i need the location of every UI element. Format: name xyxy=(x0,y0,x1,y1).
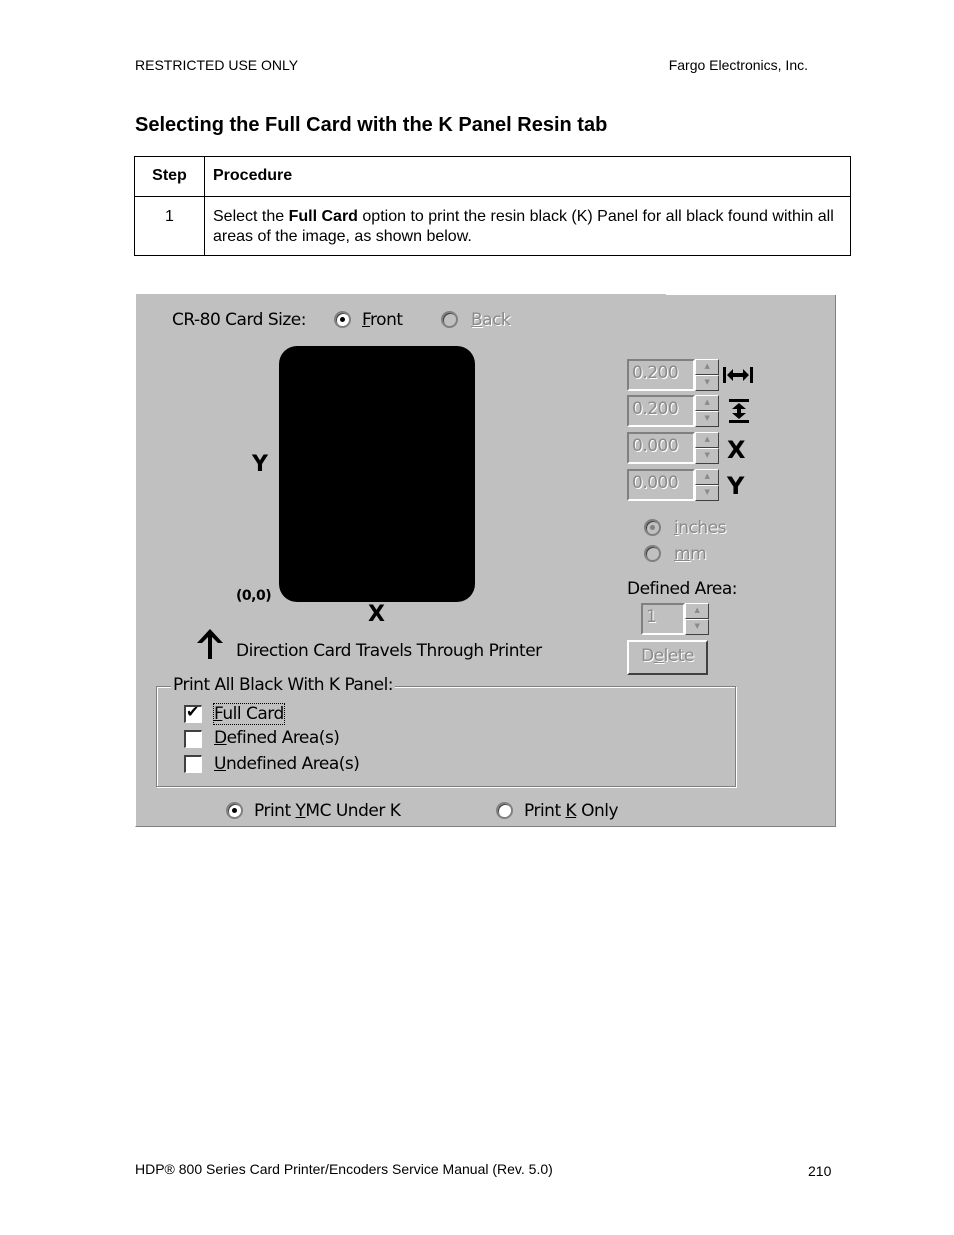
delete-label-rest: lete xyxy=(663,646,694,666)
width-field[interactable]: 0.200 xyxy=(627,359,695,391)
print-ymc-under-k-radio[interactable] xyxy=(226,802,243,819)
procedure-text-bold: Full Card xyxy=(288,208,358,225)
print-k-only-label[interactable] xyxy=(524,801,618,821)
x-offset-icon: X xyxy=(727,436,746,464)
card-preview xyxy=(279,346,475,602)
inches-label-rest: nches xyxy=(678,518,726,538)
defined-area-up-button[interactable]: ▲ xyxy=(685,603,709,619)
mm-label-mnemonic: m xyxy=(674,544,691,564)
full-card-rest: ull Card xyxy=(222,704,284,724)
back-radio[interactable] xyxy=(441,311,458,328)
back-label-mnemonic: B xyxy=(471,310,483,330)
print-ymc-radio-dot xyxy=(232,808,237,813)
height-field[interactable]: 0.200 xyxy=(627,395,695,427)
print-ymc-under-k-label[interactable] xyxy=(254,801,400,821)
direction-label: Direction Card Travels Through Printer xyxy=(236,641,542,661)
print-k-only-radio[interactable] xyxy=(496,802,513,819)
delete-label-first: D xyxy=(641,646,654,666)
front-label-mnemonic: F xyxy=(362,310,371,330)
up-arrow-icon xyxy=(194,627,226,661)
undefined-areas-label[interactable] xyxy=(214,754,359,774)
procedure-text-before: Select the xyxy=(213,208,289,225)
checkmark-icon: ✔ xyxy=(186,702,199,721)
y-offset-icon: Y xyxy=(727,472,744,500)
print-all-black-legend: Print All Black With K Panel: xyxy=(173,675,394,695)
step-header: Step xyxy=(135,157,205,197)
defined-area-spinner[interactable] xyxy=(641,603,709,635)
inches-radio[interactable] xyxy=(644,519,661,536)
defined-areas-label[interactable] xyxy=(214,728,339,748)
procedure-header: Procedure xyxy=(205,157,851,197)
table-row xyxy=(135,197,851,256)
front-radio[interactable] xyxy=(334,311,351,328)
y-offset-spinner[interactable] xyxy=(627,469,719,501)
back-label[interactable] xyxy=(471,310,510,330)
delete-button[interactable] xyxy=(627,640,708,675)
back-label-rest: ack xyxy=(482,310,511,330)
step-number: 1 xyxy=(135,197,205,256)
inches-radio-dot xyxy=(650,525,655,530)
width-arrows-icon xyxy=(722,366,754,384)
x-offset-down-button[interactable]: ▼ xyxy=(695,448,719,464)
header-company: Fargo Electronics, Inc. xyxy=(668,57,808,73)
mm-label-rest: m xyxy=(690,544,707,564)
mm-label[interactable] xyxy=(674,544,706,564)
width-spinner[interactable] xyxy=(627,359,719,391)
width-down-button[interactable]: ▼ xyxy=(695,375,719,391)
delete-label-mnemonic: e xyxy=(653,646,664,666)
y-offset-down-button[interactable]: ▼ xyxy=(695,485,719,501)
undefined-areas-checkbox[interactable] xyxy=(184,755,202,773)
print-k-mnemonic: K xyxy=(565,801,577,821)
inches-label-mnemonic: i xyxy=(674,518,679,538)
undefined-areas-mnemonic: U xyxy=(214,754,226,774)
page-number: 210 xyxy=(808,1163,832,1179)
height-up-button[interactable]: ▲ xyxy=(695,395,719,411)
x-offset-field[interactable]: 0.000 xyxy=(627,432,695,464)
height-spinner[interactable] xyxy=(627,395,719,427)
print-k-before: Print xyxy=(524,801,566,821)
print-k-after: Only xyxy=(576,801,619,821)
height-down-button[interactable]: ▼ xyxy=(695,411,719,427)
y-axis-label: Y xyxy=(252,452,268,477)
width-up-button[interactable]: ▲ xyxy=(695,359,719,375)
defined-area-label: Defined Area: xyxy=(627,579,738,599)
defined-areas-checkbox[interactable] xyxy=(184,730,202,748)
y-offset-up-button[interactable]: ▲ xyxy=(695,469,719,485)
defined-area-field[interactable]: 1 xyxy=(641,603,685,635)
print-ymc-before: Print xyxy=(254,801,296,821)
mm-radio[interactable] xyxy=(644,545,661,562)
front-label-rest: ront xyxy=(370,310,403,330)
header-restricted: RESTRICTED USE ONLY xyxy=(135,57,299,73)
origin-label: (0,0) xyxy=(236,588,272,604)
full-card-mnemonic: F xyxy=(214,704,223,724)
print-ymc-mnemonic: Y xyxy=(295,801,306,821)
full-card-checkbox[interactable] xyxy=(184,702,202,723)
defined-area-down-button[interactable]: ▼ xyxy=(685,619,709,635)
table-header-row xyxy=(135,157,851,197)
x-axis-label: X xyxy=(368,602,385,627)
undefined-areas-rest: ndefined Area(s) xyxy=(225,754,360,774)
y-offset-field[interactable]: 0.000 xyxy=(627,469,695,501)
section-title: Selecting the Full Card with the K Panel Resin tab xyxy=(135,114,608,136)
x-offset-up-button[interactable]: ▲ xyxy=(695,432,719,448)
inches-label[interactable] xyxy=(674,518,726,538)
front-radio-dot xyxy=(340,317,345,322)
front-label[interactable] xyxy=(362,310,403,330)
x-offset-spinner[interactable] xyxy=(627,432,719,464)
panel-edge xyxy=(666,292,836,295)
footer-manual-title: HDP® 800 Series Card Printer/Encoders Service Manual (Rev. 5.0) xyxy=(135,1161,553,1177)
procedure-table xyxy=(134,156,851,256)
k-panel-resin-dialog xyxy=(135,293,836,827)
full-card-label[interactable] xyxy=(214,704,284,724)
print-ymc-after: MC Under K xyxy=(305,801,401,821)
procedure-text xyxy=(205,197,851,256)
print-all-black-group xyxy=(156,675,736,787)
card-size-label: CR-80 Card Size: xyxy=(172,310,306,330)
defined-areas-rest: efined Area(s) xyxy=(226,728,340,748)
defined-areas-mnemonic: D xyxy=(214,728,227,748)
height-arrows-icon xyxy=(728,398,750,424)
procedure-text-after: option to print the resin black (K) Panel for all black found within all areas of the image, as shown below. xyxy=(213,208,834,245)
